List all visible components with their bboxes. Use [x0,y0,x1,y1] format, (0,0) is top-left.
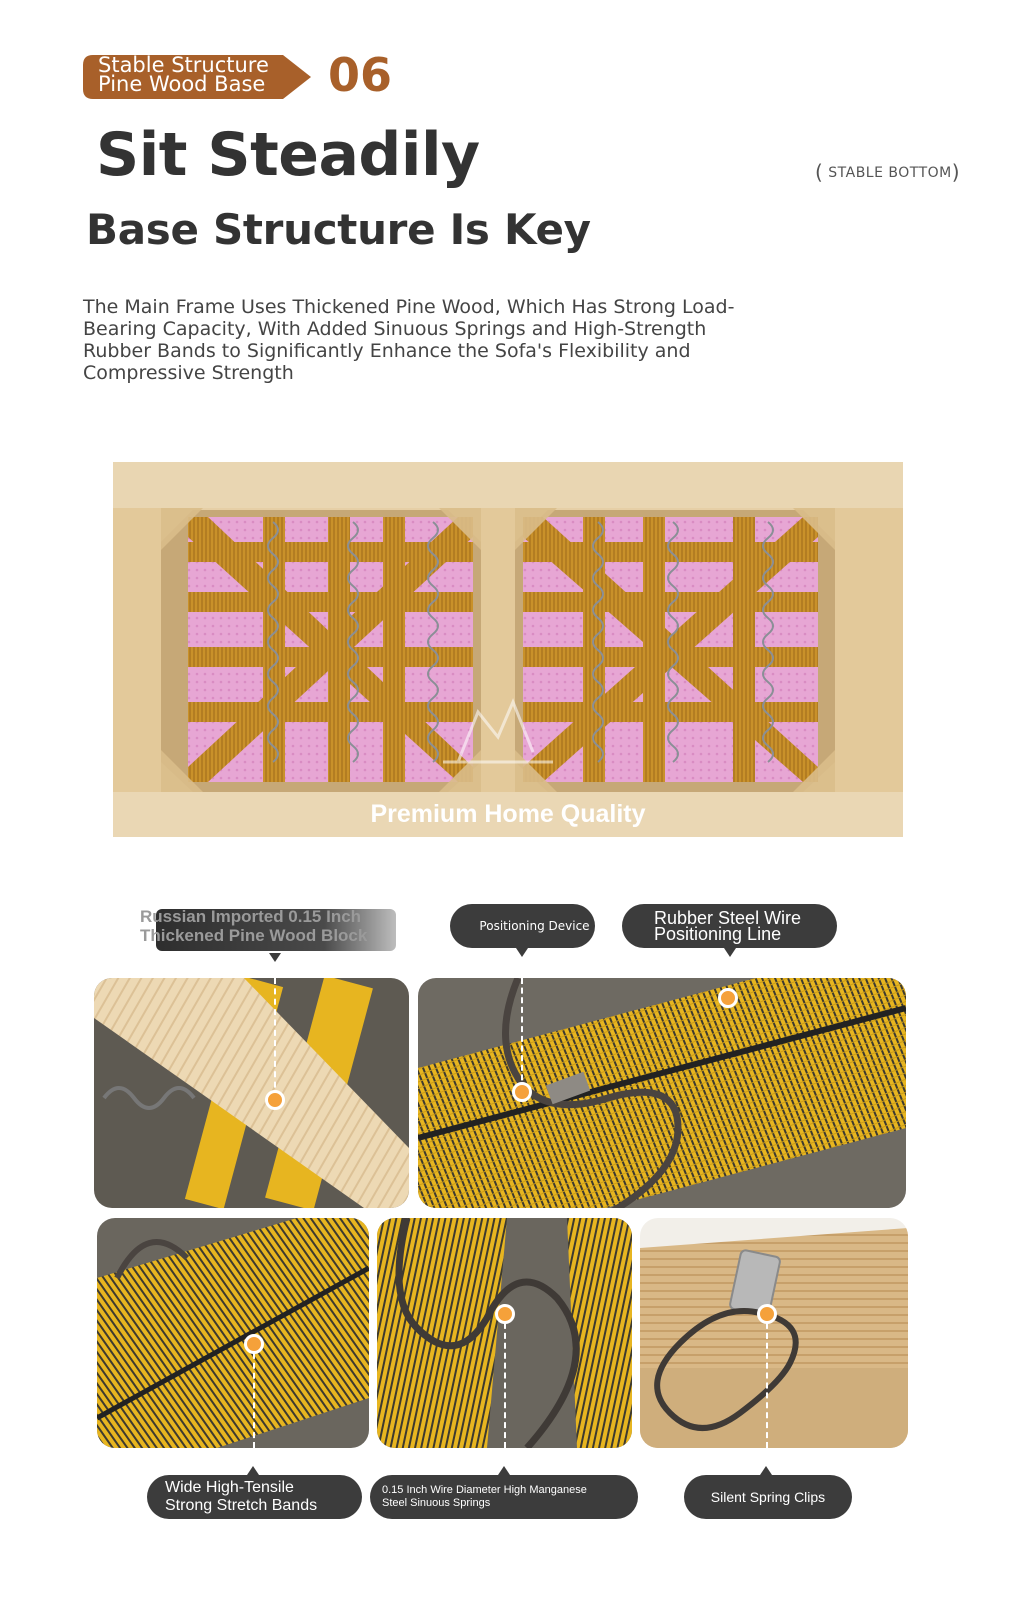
dot-rubber-line [718,988,738,1008]
photo-spring-clip [640,1218,908,1448]
hero-caption: Premium Home Quality [370,800,646,828]
badge-line-1: Stable Structure [98,53,269,77]
label-positioning-pointer [516,948,528,957]
badge-line-2: Pine Wood Base [98,72,266,96]
label-stretch-bands [147,1475,362,1519]
label-band-pointer [247,1466,259,1475]
label-stretch-bands-text [165,1479,317,1515]
dot-clip [757,1304,777,1324]
label-springs [370,1475,638,1519]
section-number: 06 [328,48,393,102]
guide-line-positioning [521,978,523,1090]
photo-stretch-band [97,1218,369,1448]
label-wood-block [138,907,398,955]
label-positioning-device [450,904,595,948]
label-clips-pointer [760,1466,772,1475]
label-clips [684,1475,852,1519]
dot-band [244,1334,264,1354]
label-positioning-device-text: Positioning Device [479,919,590,933]
guide-line-clip [766,1313,768,1448]
page-title: Sit Steadily [96,120,480,190]
label-wood-block-pointer [269,953,281,962]
label-clips-text: Silent Spring Clips [710,1489,826,1505]
sofa-frame-image [113,462,903,837]
label-stretch-bands-line-2: Strong Stretch Bands [165,1497,318,1514]
label-stretch-bands-line-1: Wide High-Tensile [165,1479,294,1496]
label-wood-block-line-2: Thickened Pine Wood Block [140,926,368,945]
label-springs-line-1: 0.15 Inch Wire Diameter High Manganese [382,1484,587,1496]
dot-positioning [512,1082,532,1102]
guide-line-band [253,1343,255,1448]
label-springs-text [382,1484,587,1510]
photo-wood-block [94,978,409,1208]
label-rubber-line-1: Rubber Steel Wire [654,908,802,928]
guide-line-wood [274,978,276,1098]
label-rubber-line-text [654,910,801,942]
label-wood-block-text [140,907,367,945]
stable-bottom-tag: ( STABLE BOTTOM) [815,160,961,184]
page-subtitle: Base Structure Is Key [86,205,591,254]
label-rubber-line [622,904,837,948]
seat-left [161,510,481,792]
label-rubber-line-2: Positioning Line [654,924,782,944]
dot-spring [495,1304,515,1324]
label-springs-line-2: Steel Sinuous Springs [382,1497,491,1509]
badge-label [98,53,269,96]
seat-right [515,510,835,792]
photo-positioning-device [418,978,906,1208]
guide-line-spring [504,1313,506,1448]
photo-sinuous-spring [377,1218,632,1448]
stable-bottom-text: STABLE BOTTOM [828,165,952,181]
label-springs-pointer [498,1466,510,1475]
label-wood-block-line-1: Russian Imported 0.15 Inch [140,907,362,926]
dot-wood [265,1090,285,1110]
label-rubber-pointer [724,948,736,957]
description-text: The Main Frame Uses Thickened Pine Wood, Which Has Strong Load-Bearing Capacity, With Added Sinuous Springs and High-Strength Rubber Bands to Significantly Enhance the Sofa's Flexibility and Compressive Strength [83,296,735,384]
